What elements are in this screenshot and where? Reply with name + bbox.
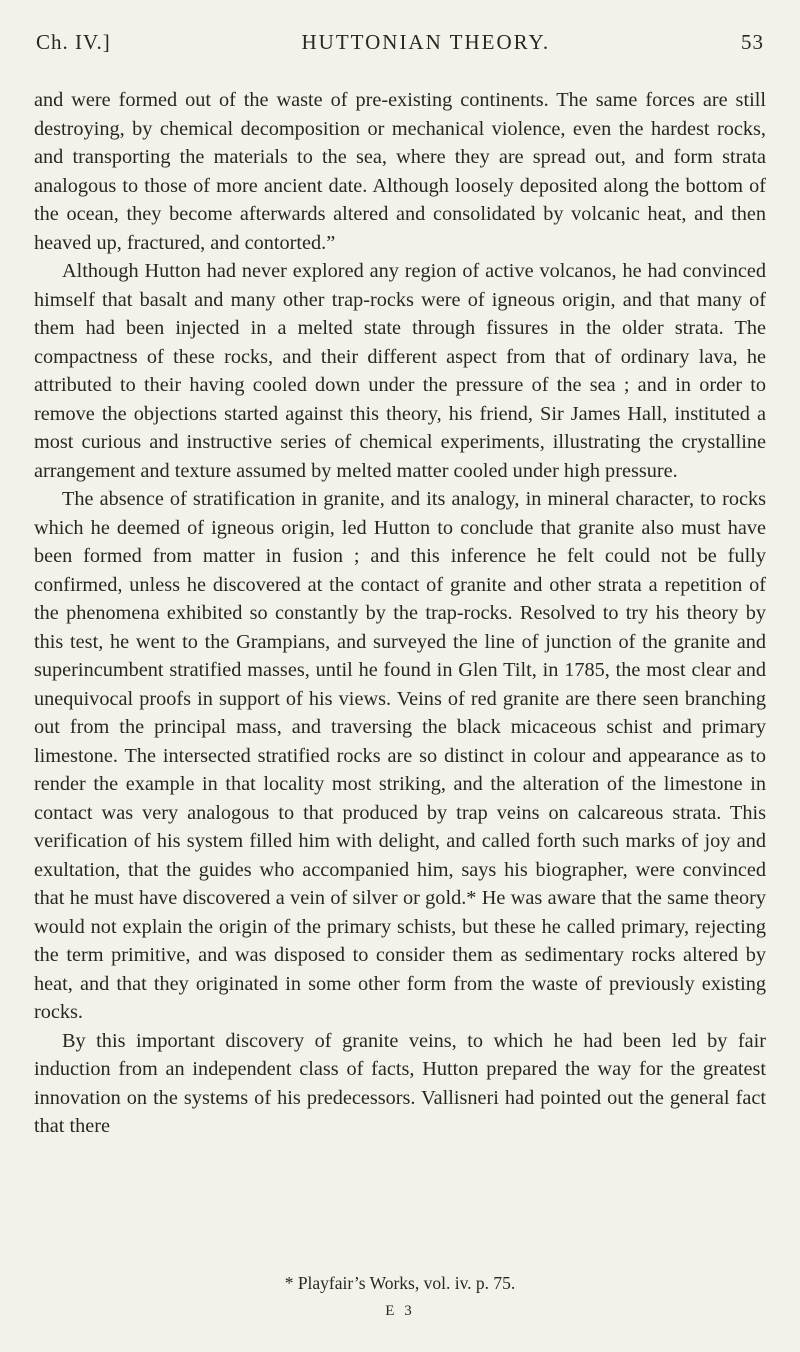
paragraph-granite-veins: By this important discovery of granite veins, to which he had been led by fair induction from an independent class of facts, Hutton prepared the way for the greatest innovation on the systems of his predecessors. Vallisneri had pointed out the general fact that there [34, 1029, 766, 1137]
signature-mark: E 3 [385, 1303, 415, 1319]
running-title: HUTTONIAN THEORY. [301, 30, 551, 54]
paragraph-trap-rocks: Although Hutton had never explored any region of active volcanos, he had convinced himself that basalt and many other trap-rocks were of igneous origin, and that many of them had been injected in a melted state through fissures in the older strata. The compactness of these rocks, and their different aspect from that of ordinary lava, he attributed to their having cooled down under the pressure of the sea ; and in order to remove the objections started against this theory, his friend, Sir James Hall, instituted a most curious and instructive series of chemical experiments, illustrating the crystalline arrangement and texture assumed by melted matter cooled under high pressure. [34, 260, 766, 482]
footnote: * Playfair’s Works, vol. iv. p. 75. [284, 1273, 516, 1293]
paragraph-granite: The absence of stratification in granite, and its analogy, in mineral character, to rocks which he deemed of igneous origin, led Hutton to conclude that granite also must have been formed from matter in fusion ; and this inference he felt could not be fully confirmed, unless he discovered at the contact of granite and other strata a repetition of the phenomena exhibited so constantly by the trap-rocks. Resolved to try his theory by this test, he went to the Grampians, and surveyed the line of junction of the granite and superincumbent stratified masses, until he found in Glen Tilt, in 1785, the most clear and unequivocal proofs in support of his views. Veins of red granite are there seen branching out from the principal mass, and traversing the black micaceous schist and primary limestone. The intersected stratified rocks are so distinct in colour and appearance as to render the example in that locality most striking, and the alteration of the limestone in contact was very analogous to that produced by trap veins on calcareous strata. This verification of his system filled him with delight, and called forth such marks of joy and exultation, that the guides who accompanied him, says his biographer, were convinced that he must have discovered a vein of silver or gold.* He was aware that the same theory would not explain the origin of the primary schists, but these he called primary, rejecting the term primitive, and was disposed to consider them as sedimentary rocks altered by heat, and that they originated in some other form from the waste of previously existing rocks. [34, 488, 766, 1023]
running-head [36, 30, 764, 55]
chapter-label: Ch. IV.] [36, 30, 111, 54]
paragraph-continuation: and were formed out of the waste of pre-existing continents. The same forces are still destroying, by chemical decomposition or mechanical violence, even the hardest rocks, and transporting the materials to the sea, where they are spread out, and form strata analogous to those of more ancient date. Although loosely deposited along the bottom of the ocean, they become afterwards altered and consolidated by volcanic heat, and then heaved up, fractured, and contorted.” [34, 89, 766, 254]
page-number: 53 [740, 30, 764, 54]
body-text [34, 86, 766, 1141]
